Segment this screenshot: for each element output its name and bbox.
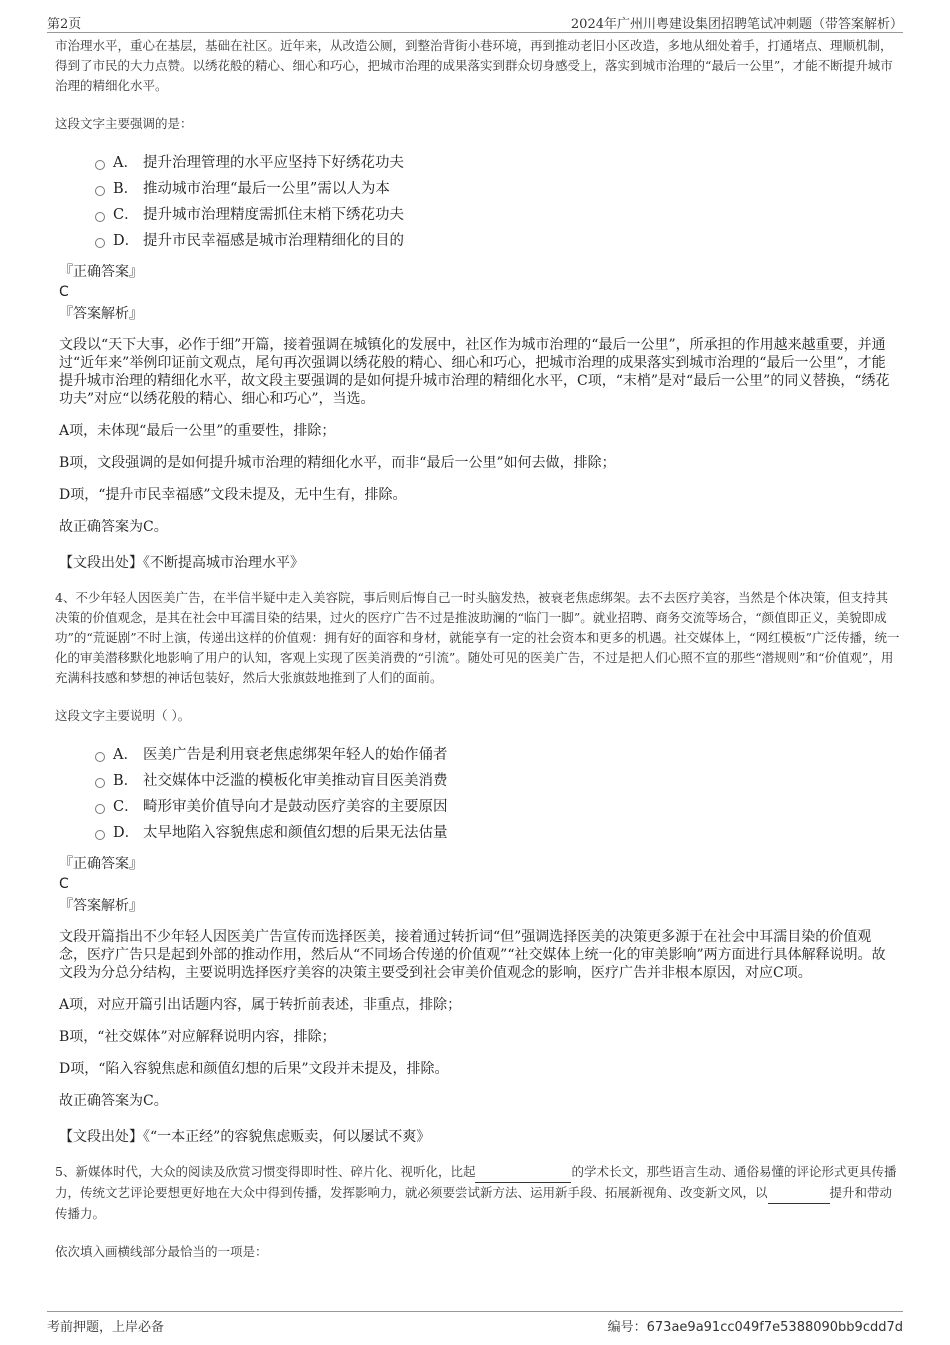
q4-analysis-label: 『答案解析』 <box>59 898 143 914</box>
q3-option-c[interactable]: C． 提升城市治理精度需抓住末梢下绣花功夫 <box>95 202 900 228</box>
q3-conclusion: 故正确答案为C。 <box>59 519 168 535</box>
q4-passage: 4、不少年轻人因医美广告，在半信半疑中走入美容院，事后则后悔自己一时头脑发热，被衰老焦虑绑架。去不去医疗美容，当然是个体决策，但支持其决策的价值观念，是其在社会中耳濡目染的结果，过火的医疗广告不过是推波助澜的“临门一脚”。就业招聘、商务交流等场合，“颜值即正义，美貌即成功”的“荒诞剧”不时上演，传递出这样的价值观：拥有好的面容和身材，就能享有一定的社会资本和更多的机遇。社交媒体上，“网红模板”广泛传播，统一化的审美潜移默化地影响了用户的认知，客观上实现了医美消费的“引流”。随处可见的医美广告，不过是把人们心照不宣的那些“潜规则”和“价值观”，用充满科技感和梦想的神话包装好，然后大张旗鼓地推到了人们的面前。 <box>55 590 900 685</box>
document-title: 2024年广州川粤建设集团招聘笔试冲刺题（带答案解析） <box>570 17 903 32</box>
page-header <box>47 10 903 33</box>
q4-prompt: 这段文字主要说明（ ）。 <box>55 708 191 723</box>
page-number: 第2页 <box>47 17 82 32</box>
q3-analysis: 文段以“天下大事，必作于细”开篇，接着强调在城镇化的发展中，社区作为城市治理的“最后一公里”，所承担的作用越来越重要，并通过“近年来”举例印证前文观点，尾句再次强调以绣花般的精心、细心和巧心，把城市治理的成果落实到城市治理的“最后一公里”，才能提升城市治理的精细化水平，故文段主要强调的是如何提升城市治理的精细化水平，C项，“末梢”是对“最后一公里”的同义替换，“绣花功夫”对应“以绣花般的精心、细心和巧心”，当选。 <box>59 337 890 407</box>
q4-point-a: A项，对应开篇引出话题内容，属于转折前表述，非重点，排除； <box>59 997 462 1013</box>
q4-option-b[interactable]: B． 社交媒体中泛滥的模板化审美推动盲目医美消费 <box>95 768 900 794</box>
q3-option-a[interactable]: A． 提升治理管理的水平应坚持下好绣花功夫 <box>95 150 900 176</box>
q4-option-c[interactable]: C． 畸形审美价值导向才是鼓动医疗美容的主要原因 <box>95 794 900 820</box>
q5-passage: 5、新媒体时代，大众的阅读及欣赏习惯变得即时性、碎片化、视听化，比起 的学术长文，那些语言生动、通俗易懂的评论形式更具传播力，传统文艺评论要想更好地在大众中得到传播，发挥影响力，就必须要尝试新方法、运用新手段、拓展新视角、改变新文风，以 提升和带动传播力。 <box>55 1164 897 1221</box>
radio-icon[interactable] <box>95 804 105 814</box>
page-footer <box>47 1311 903 1336</box>
q3-source: 【文段出处】《不断提高城市治理水平》 <box>59 555 304 571</box>
q3-point-a: A项，未体现“最后一公里”的重要性，排除； <box>59 423 336 439</box>
q4-analysis: 文段开篇指出不少年轻人因医美广告宣传而选择医美，接着通过转折词“但”强调选择医美的决策更多源于在社会中耳濡目染的价值观念，医疗广告只是起到外部的推动作用，然后从“不同场合传递的价值观”“社交媒体上统一化的审美影响”两方面进行具体解释说明。故文段为分总分结构，主要说明选择医疗美容的决策主要受到社会审美价值观念的影响，医疗广告并非根本原因，对应C项。 <box>59 929 886 981</box>
radio-icon[interactable] <box>95 830 105 840</box>
document-body <box>55 36 900 1278</box>
q4-point-d: D项，“陷入容貌焦虑和颜值幻想的后果”文段并未提及，排除。 <box>59 1061 449 1077</box>
q5-blank-1[interactable] <box>475 1162 571 1183</box>
q4-options <box>95 742 900 846</box>
q5-prompt: 依次填入画横线部分最恰当的一项是： <box>55 1244 268 1259</box>
q5-blank-2[interactable] <box>768 1183 830 1204</box>
radio-icon[interactable] <box>95 752 105 762</box>
q3-answer: C <box>59 284 69 300</box>
q4-source: 【文段出处】《“一本正经”的容貌焦虑贩卖，何以屡试不爽》 <box>59 1129 431 1145</box>
q3-point-d: D项，“提升市民幸福感”文段未提及，无中生有，排除。 <box>59 487 407 503</box>
q3-prompt: 这段文字主要强调的是： <box>55 116 193 131</box>
footer-slogan: 考前押题，上岸必备 <box>47 1320 165 1335</box>
q3-answer-label: 『正确答案』 <box>59 264 143 280</box>
q4-point-b: B项，“社交媒体”对应解释说明内容，排除； <box>59 1029 336 1045</box>
q3-option-d[interactable]: D． 提升市民幸福感是城市治理精细化的目的 <box>95 228 900 254</box>
radio-icon[interactable] <box>95 212 105 222</box>
q3-passage: 市治理水平，重心在基层，基础在社区。近年来，从改造公厕，到整治背街小巷环境，再到推动老旧小区改造，多地从细处着手，打通堵点、理顺机制，得到了市民的大力点赞。以绣花般的精心、细心和巧心，把城市治理的成果落实到群众切身感受上，落实到城市治理的“最后一公里”，才能不断提升城市治理的精细化水平。 <box>55 38 893 93</box>
q4-answer-label: 『正确答案』 <box>59 856 143 872</box>
q4-option-d[interactable]: D． 太早地陷入容貌焦虑和颜值幻想的后果无法估量 <box>95 820 900 846</box>
footer-code: 编号：673ae9a91cc049f7e5388090bb9cdd7d <box>607 1320 903 1335</box>
q3-option-b[interactable]: B． 推动城市治理“最后一公里”需以人为本 <box>95 176 900 202</box>
q4-option-a[interactable]: A． 医美广告是利用衰老焦虑绑架年轻人的始作俑者 <box>95 742 900 768</box>
radio-icon[interactable] <box>95 238 105 248</box>
q3-point-b: B项，文段强调的是如何提升城市治理的精细化水平，而非“最后一公里”如何去做，排除； <box>59 455 616 471</box>
radio-icon[interactable] <box>95 160 105 170</box>
q4-answer: C <box>59 876 69 892</box>
q3-analysis-label: 『答案解析』 <box>59 306 143 322</box>
q4-conclusion: 故正确答案为C。 <box>59 1093 168 1109</box>
radio-icon[interactable] <box>95 778 105 788</box>
q3-options <box>95 150 900 254</box>
radio-icon[interactable] <box>95 186 105 196</box>
